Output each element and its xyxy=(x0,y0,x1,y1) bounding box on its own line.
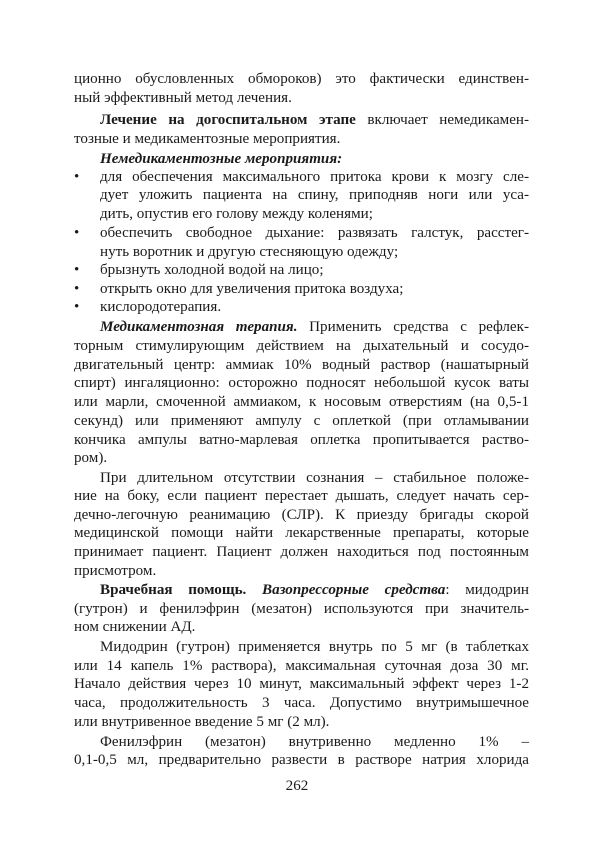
list-item-text: кислородотерапия. xyxy=(100,299,222,315)
paragraph-physician-care xyxy=(74,581,529,599)
text-line: спирт) ингаляционно: осторожно подносят небольшой кусок ваты xyxy=(74,375,529,391)
bullet-icon: • xyxy=(74,299,80,315)
subheading-non-drug xyxy=(74,150,529,168)
list-item xyxy=(74,168,529,186)
text-line: ном снижении АД. xyxy=(74,619,196,635)
text-line: включает немедикамен- xyxy=(355,112,529,128)
text-line: ром). xyxy=(74,450,108,466)
list-item-text: нуть воротник и другую стесняющую одежду; xyxy=(100,244,399,260)
text-line: дечно-легочную реанимацию (СЛР). К приезду бригады скорой xyxy=(74,507,529,523)
italic-heading: Немедикаментозные мероприятия: xyxy=(100,151,343,167)
text-line: часа, продолжительность 3 часа. Допустимо внутримышечное xyxy=(74,695,529,711)
text-line: двигательный центр: аммиак 10% водный раствор (нашатырный xyxy=(74,357,529,373)
text-line: торным стимулирующим действием на дыхательный и сосудо- xyxy=(74,338,529,354)
text-line: или 14 капель 1% раствора), максимальная суточная доза 30 мг. xyxy=(74,658,529,674)
paragraph-continuation xyxy=(74,70,529,88)
paragraph-prehospital xyxy=(74,111,529,129)
text-line: (гутрон) и фенилэфрин (мезатон) используются при значитель- xyxy=(74,601,529,617)
bullet-icon: • xyxy=(74,169,80,185)
text-line: или внутривенное введение 5 мг (2 мл). xyxy=(74,714,330,730)
list-item-line xyxy=(74,186,529,204)
page-number: 262 xyxy=(285,778,309,794)
italic-heading: Медикаментозная терапия. xyxy=(100,319,298,335)
list-item-text: для обеспечения максимального притока крови к мозгу сле- xyxy=(100,169,529,185)
text-line: секунд) или применяют ампулу с оплеткой (при отламывании xyxy=(74,413,529,429)
text-line: присмотром. xyxy=(74,563,157,579)
list-item-text: открыть окно для увеличения притока воздуха; xyxy=(100,281,404,297)
text-line: Применить средства с рефлек- xyxy=(297,319,529,335)
paragraph-drug-therapy xyxy=(74,318,529,336)
text-line: или марли, смоченной аммиаком, к носовым отверстиям (на 0,5-1 xyxy=(74,394,529,410)
text-line: тозные и медикаментозные мероприятия. xyxy=(74,131,341,147)
list-item-line xyxy=(74,205,529,223)
text-line: кончика ампулы ватно-марлевая оплетка пропитывается раство- xyxy=(74,432,529,448)
list-item-line xyxy=(74,243,529,261)
list-item xyxy=(74,298,529,316)
text-line: ный эффективный метод лечения. xyxy=(74,90,292,106)
text-line: : мидодрин xyxy=(445,582,529,598)
list-item-text: дует уложить пациента на спину, приподняв ноги или уса- xyxy=(100,187,529,203)
text-line: ние на боку, если пациент перестает дышать, следует начать сер- xyxy=(74,488,529,504)
text-line: Начало действия через 10 минут, максимальный эффект через 1-2 xyxy=(74,676,529,692)
bold-heading: Врачебная помощь. xyxy=(100,582,247,598)
text-line: 0,1-0,5 мл, предварительно развести в растворе натрия хлорида xyxy=(74,752,529,768)
bullet-icon: • xyxy=(74,281,80,297)
italic-heading: Вазопрессорные средства xyxy=(262,582,446,598)
list-item xyxy=(74,261,529,279)
list-item-text: брызнуть холодной водой на лицо; xyxy=(100,262,324,278)
text-line: принимает пациент. Пациент должен находиться под постоянным xyxy=(74,544,529,560)
list-item xyxy=(74,224,529,242)
text-line: ционно обусловленных обмороков) это фактически единствен- xyxy=(74,71,529,87)
text-line: Фенилэфрин (мезатон) внутривенно медленно 1% – xyxy=(100,734,529,750)
bullet-icon: • xyxy=(74,262,80,278)
paragraph-prehospital-end xyxy=(74,130,529,148)
text-line: медицинской помощи найти лекарственные препараты, которые xyxy=(74,525,529,541)
text-line: Мидодрин (гутрон) применяется внутрь по 5 мг (в таблетках xyxy=(100,639,529,655)
paragraph-continuation-end xyxy=(74,89,529,107)
list-item-text: дить, опустив его голову между коленями; xyxy=(100,206,373,222)
bold-heading: Лечение на догоспитальном этапе xyxy=(100,112,356,128)
list-item xyxy=(74,280,529,298)
bullet-icon: • xyxy=(74,225,80,241)
text-line: При длительном отсутствии сознания – стабильное положе- xyxy=(100,470,529,486)
list-item-text: обеспечить свободное дыхание: развязать галстук, расстег- xyxy=(100,225,529,241)
